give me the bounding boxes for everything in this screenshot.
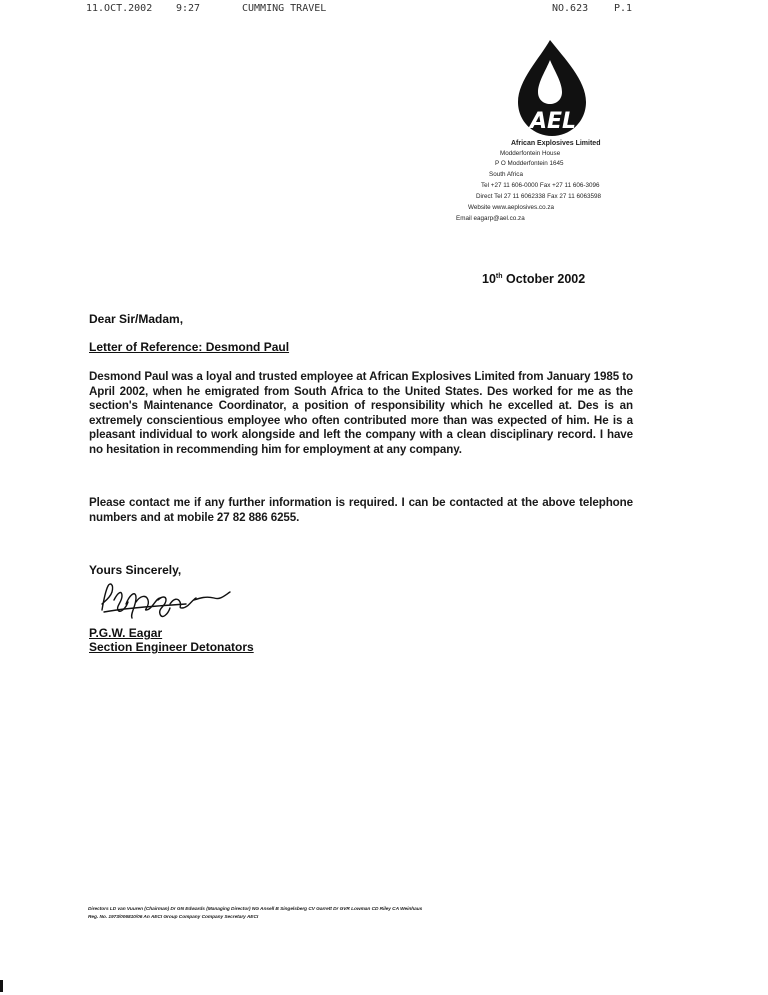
company-footer [88,906,568,921]
fax-header [0,3,768,19]
subject-line: Letter of Reference: Desmond Paul [89,340,290,354]
date-day: 10 [482,272,496,286]
company-direct-tel: Direct Tel 27 11 6062338 Fax 27 11 6063598 [476,193,601,200]
date-month-year: October 2002 [502,272,586,286]
ael-logo [510,38,594,138]
svg-text:AEL: AEL [529,109,577,134]
fax-number: NO.623 [552,3,589,14]
signer-title: Section Engineer Detonators [89,640,254,654]
date-suffix: th [495,273,503,280]
closing: Yours Sincerely, [89,563,182,577]
company-name: African Explosives Limited [511,140,601,147]
company-website: Website www.aeplosives.co.za [468,204,554,211]
company-country: South Africa [489,171,523,178]
scan-edge-mark [0,980,3,992]
company-tel: Tel +27 11 606-0000 Fax +27 11 606-3096 [481,182,600,189]
fax-page: P.1 [614,3,633,14]
company-building: Modderfontein House [500,150,561,157]
salutation: Dear Sir/Madam, [89,312,184,326]
fax-time: 9:27 [176,3,201,14]
footer-registration: Reg. No. 1973/006810/06 An AECI Group Company Company Secretary AECI [88,914,259,920]
signer-name: P.G.W. Eagar [89,626,163,640]
letter-date [482,272,585,286]
fax-date: 11.OCT.2002 [86,3,153,14]
company-po-box: P O Modderfontein 1645 [495,160,564,167]
handwritten-signature [96,580,236,624]
company-email: Email eagarp@ael.co.za [456,215,525,222]
fax-sender: CUMMING TRAVEL [242,3,327,14]
body-paragraph-2: Please contact me if any further information is required. I can be contacted at the above telephone numbers and at mobile 27 82 886 6255. [89,496,633,524]
body-paragraph-1: Desmond Paul was a loyal and trusted employee at African Explosives Limited from January 1985 to April 2002, when he emigrated from South Africa to the United States. Des worked for me as the section's Maintenance Coordinator, a position of responsibility which he excelled at. Des is an extremely conscientious employee who often contributed more than was expected of him. He is a pleasant individual to work alongside and left the company with a clean disciplinary record. I have no hesitation in recommending him for employment at any company. [89,370,633,456]
footer-directors: Directors LD van Vuuren (Chairman) Dr GN Edwards (Managing Director) NG Ansell B Singelsberg CV Garrett Dr GVR Lowman CD Riley CA Weinhaus [88,907,423,912]
